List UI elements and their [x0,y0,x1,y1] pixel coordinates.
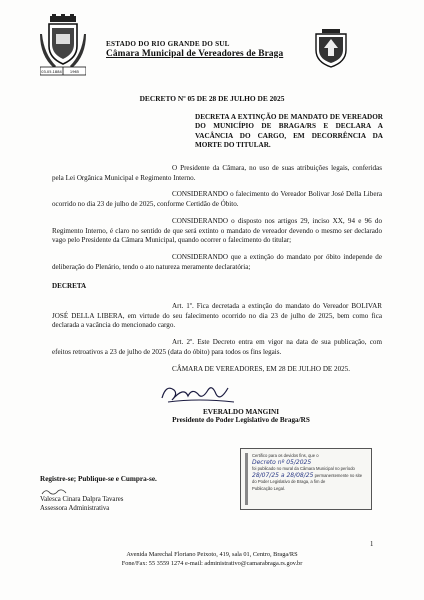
assistant-block [40,495,123,513]
signature-block [166,398,316,424]
article-2: Art. 2º. Este Decreto entra em vigor na data de sua publicação, com efeitos retroativos a 23 de julho de 2025 (data do óbito) para todos os fins legais. [52,338,382,356]
signer-name: EVERALDO MANGINI [202,408,280,416]
chamber-name: Câmara Municipal de Vereadores de Braga [106,49,284,59]
stamp-handwritten-period: 28/07/25 a 28/08/25 [252,471,314,479]
decree-body [52,164,382,381]
footer-contact: Fone/Fax: 55 3559 1274 e-mail: administrativo@camarabraga.rs.gov.br [121,559,303,567]
stamp-line-4: do Poder Legislativo de Braga, a fim de [252,479,326,485]
assistant-name: Valesca Cinara Dalpra Tavares [40,496,124,503]
stamp-line-2: foi publicado no mural da Câmara Municipal no período [252,466,355,472]
paragraph-considerando-1: CONSIDERANDO o falecimento do Vereador Bolivar José Della Libera ocorrido no dia 23 de julho de 2025, conforme Certidão de Óbito. [52,190,382,209]
crest-left-label: 03.05.1884 [41,70,62,74]
stamp-line-1: Certifico para os devidos fins, que o [252,453,319,458]
handwritten-signature-icon [158,380,238,408]
dateline: CÂMARA DE VEREADORES, EM 28 DE JULHO DE 2025. [172,364,351,373]
crest-right-label: 1965 [69,70,80,74]
stamp-line-5: Publicação Legal. [252,485,286,491]
footer-address: Avenida Marechal Floriano Peixoto, 419, sala 01, Centro, Braga/RS [126,551,298,558]
publication-stamp [240,448,372,510]
page-footer [0,551,424,569]
assistant-role: Assessora Administrativa [40,505,110,512]
decreta-heading: DECRETA [52,282,87,291]
state-name: ESTADO DO RIO GRANDE DO SUL [106,40,230,48]
article-1: Art. 1º. Fica decretada a extinção do mandato do Vereador BOLIVAR JOSÉ DELLA LIBERA, em virtude do seu falecimento ocorrido no dia 23 de julho de 2025, bem como fica declarada a vacância do mencionado cargo. [52,302,382,330]
paragraph-preamble: O Presidente da Câmara, no uso de suas atribuições legais, conferidas pela Lei Orgânica Municipal e Regimento Interno. [52,164,382,182]
paragraph-considerando-2: CONSIDERANDO o disposto nos artigos 29, inciso XX, 94 e 96 do Regimento Interno, é claro no sentido de que será extinto o mandato de vereador devendo o mesmo ser declarado vago pelo Presidente da Câmara Municipal, quando ocorrer o falecimento do titular; [52,216,382,245]
decree-title: DECRETO Nº 05 DE 28 DE JULHO DE 2025 [139,94,285,103]
chamber-emblem-icon [312,28,350,68]
municipal-crest-icon [40,14,86,76]
registration-notice: Registre-se; Publique-se e Cumpra-se. [40,475,157,483]
decree-summary: DECRETA A EXTINÇÃO DE MANDATO DE VEREADOR DO MUNICÍPIO DE BRAGA/RS E DECLARA A VACÂNCIA DO CARGO, EM DECORRÊNCIA DA MORTE DO TITULAR. [195,113,383,150]
letterhead [106,40,306,59]
page-number: 1 [370,541,374,548]
signer-role: Presidente do Poder Legislativo de Braga/RS [172,416,310,424]
paragraph-considerando-3: CONSIDERANDO que a extinção do mandato por óbito independe de deliberação do Plenário, tendo o ato natureza meramente declaratória; [52,252,382,271]
stamp-line-3: permanentemente no site [314,472,363,478]
stamp-handwritten-decree: Decreto nº 05/2025 [252,458,312,466]
